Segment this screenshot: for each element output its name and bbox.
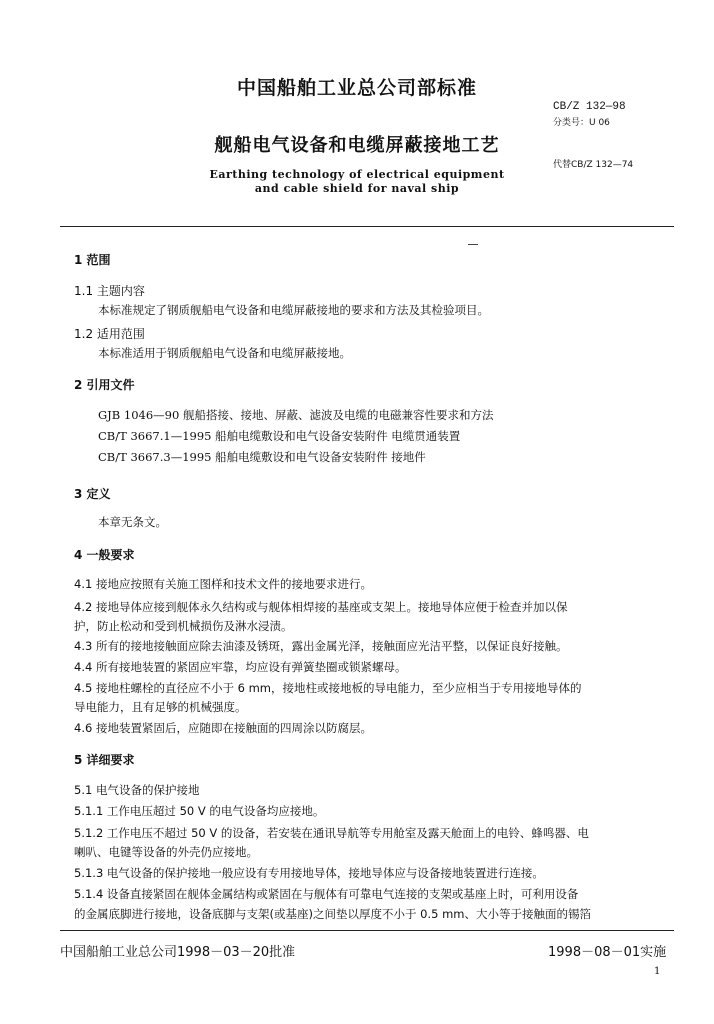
section-1-2-heading: 1.2 适用范围 [74,327,145,341]
top-divider [60,226,674,227]
organization-standard-title: 中国船舶工业总公司部标准 [236,77,477,99]
clause-5-1-2-cont: 喇叭、电键等设备的外壳仍应接地。 [74,845,258,859]
section-3-heading: 3 定义 [74,487,111,501]
section-1-heading: 1 范围 [74,253,111,267]
bottom-divider [60,930,674,931]
reference-document: CB/T 3667.1—1995 船舶电缆敷设和电气设备安装附件 电缆贯通装置 [98,429,461,443]
clause-4-4: 4.4 所有接地装置的紧固应牢靠，均应设有弹簧垫圈或锁紧螺母。 [74,660,407,674]
clause-4-6: 4.6 接地装置紧固后，应随即在接触面的四周涂以防腐层。 [74,721,372,735]
reference-document: GJB 1046—90 舰船搭接、接地、屏蔽、滤波及电缆的电磁兼容性要求和方法 [98,408,494,422]
replaces-standard: 代替CB/Z 132—74 [553,160,634,170]
document-title: 舰船电气设备和电缆屏蔽接地工艺 [214,135,500,156]
clause-4-1: 4.1 接地应按照有关施工图样和技术文件的接地要求进行。 [74,577,372,591]
section-1-2-text: 本标准适用于钢质舰船电气设备和电缆屏蔽接地。 [98,346,351,360]
section-5-heading: 5 详细要求 [74,753,135,767]
clause-5-1-3: 5.1.3 电气设备的保护接地一般应设有专用接地导体，接地导体应与设备接地装置进行连接。 [74,866,544,880]
clause-4-2: 4.2 接地导体应接到舰体永久结构或与舰体相焊接的基座或支架上。接地导体应便于检查并加以保 [74,600,568,614]
clause-5-1-1: 5.1.1 工作电压超过 50 V 的电气设备均应接地。 [74,804,325,818]
clause-5-1-2: 5.1.2 工作电压不超过 50 V 的设备，若安装在通讯导航等专用舱室及露天舱面上的电铃、蜂鸣器、电 [74,826,589,840]
section-1-1-heading: 1.1 主题内容 [74,284,145,298]
clause-4-5: 4.5 接地柱螺栓的直径应不小于 6 mm，接地柱或接地板的导电能力，至少应相当于专用接地导体的 [74,681,582,695]
clause-5-1-4-cont: 的金属底脚进行接地，设备底脚与支架(或基座)之间垫以厚度不小于 0.5 mm、大小等于接触面的锡箔 [74,907,591,921]
page-number: 1 [654,966,661,977]
section-2-heading: 2 引用文件 [74,378,135,392]
section-4-heading: 4 一般要求 [74,548,135,562]
standard-code: CB/Z 132—98 [553,101,626,113]
clause-5-1: 5.1 电气设备的保护接地 [74,783,200,797]
section-3-text: 本章无条文。 [98,515,167,529]
english-title-line-2: and cable shield for naval ship [254,182,460,195]
reference-document: CB/T 3667.3—1995 船舶电缆敷设和电气设备安装附件 接地件 [98,450,426,464]
section-1-1-text: 本标准规定了钢质舰船电气设备和电缆屏蔽接地的要求和方法及其检验项目。 [98,303,489,317]
clause-4-3: 4.3 所有的接地接触面应除去油漆及锈斑，露出金属光泽，接触面应光洁平整，以保证良好接触。 [74,639,568,653]
implementation-date: 1998－08－01实施 [548,945,667,960]
english-title-line-1: Earthing technology of electrical equipment [209,168,505,181]
clause-4-5-cont: 导电能力，且有足够的机械强度。 [74,700,247,714]
classification-number: 分类号：U 06 [553,118,610,128]
approval-date: 中国船舶工业总公司1998－03－20批准 [60,945,296,960]
clause-4-2-cont: 护，防止松动和受到机械损伤及淋水浸渍。 [74,619,293,633]
clause-5-1-4: 5.1.4 设备直接紧固在舰体金属结构或紧固在与舰体有可靠电气连接的支架或基座上时，可利用设备 [74,887,579,901]
divider-mark [468,244,478,245]
